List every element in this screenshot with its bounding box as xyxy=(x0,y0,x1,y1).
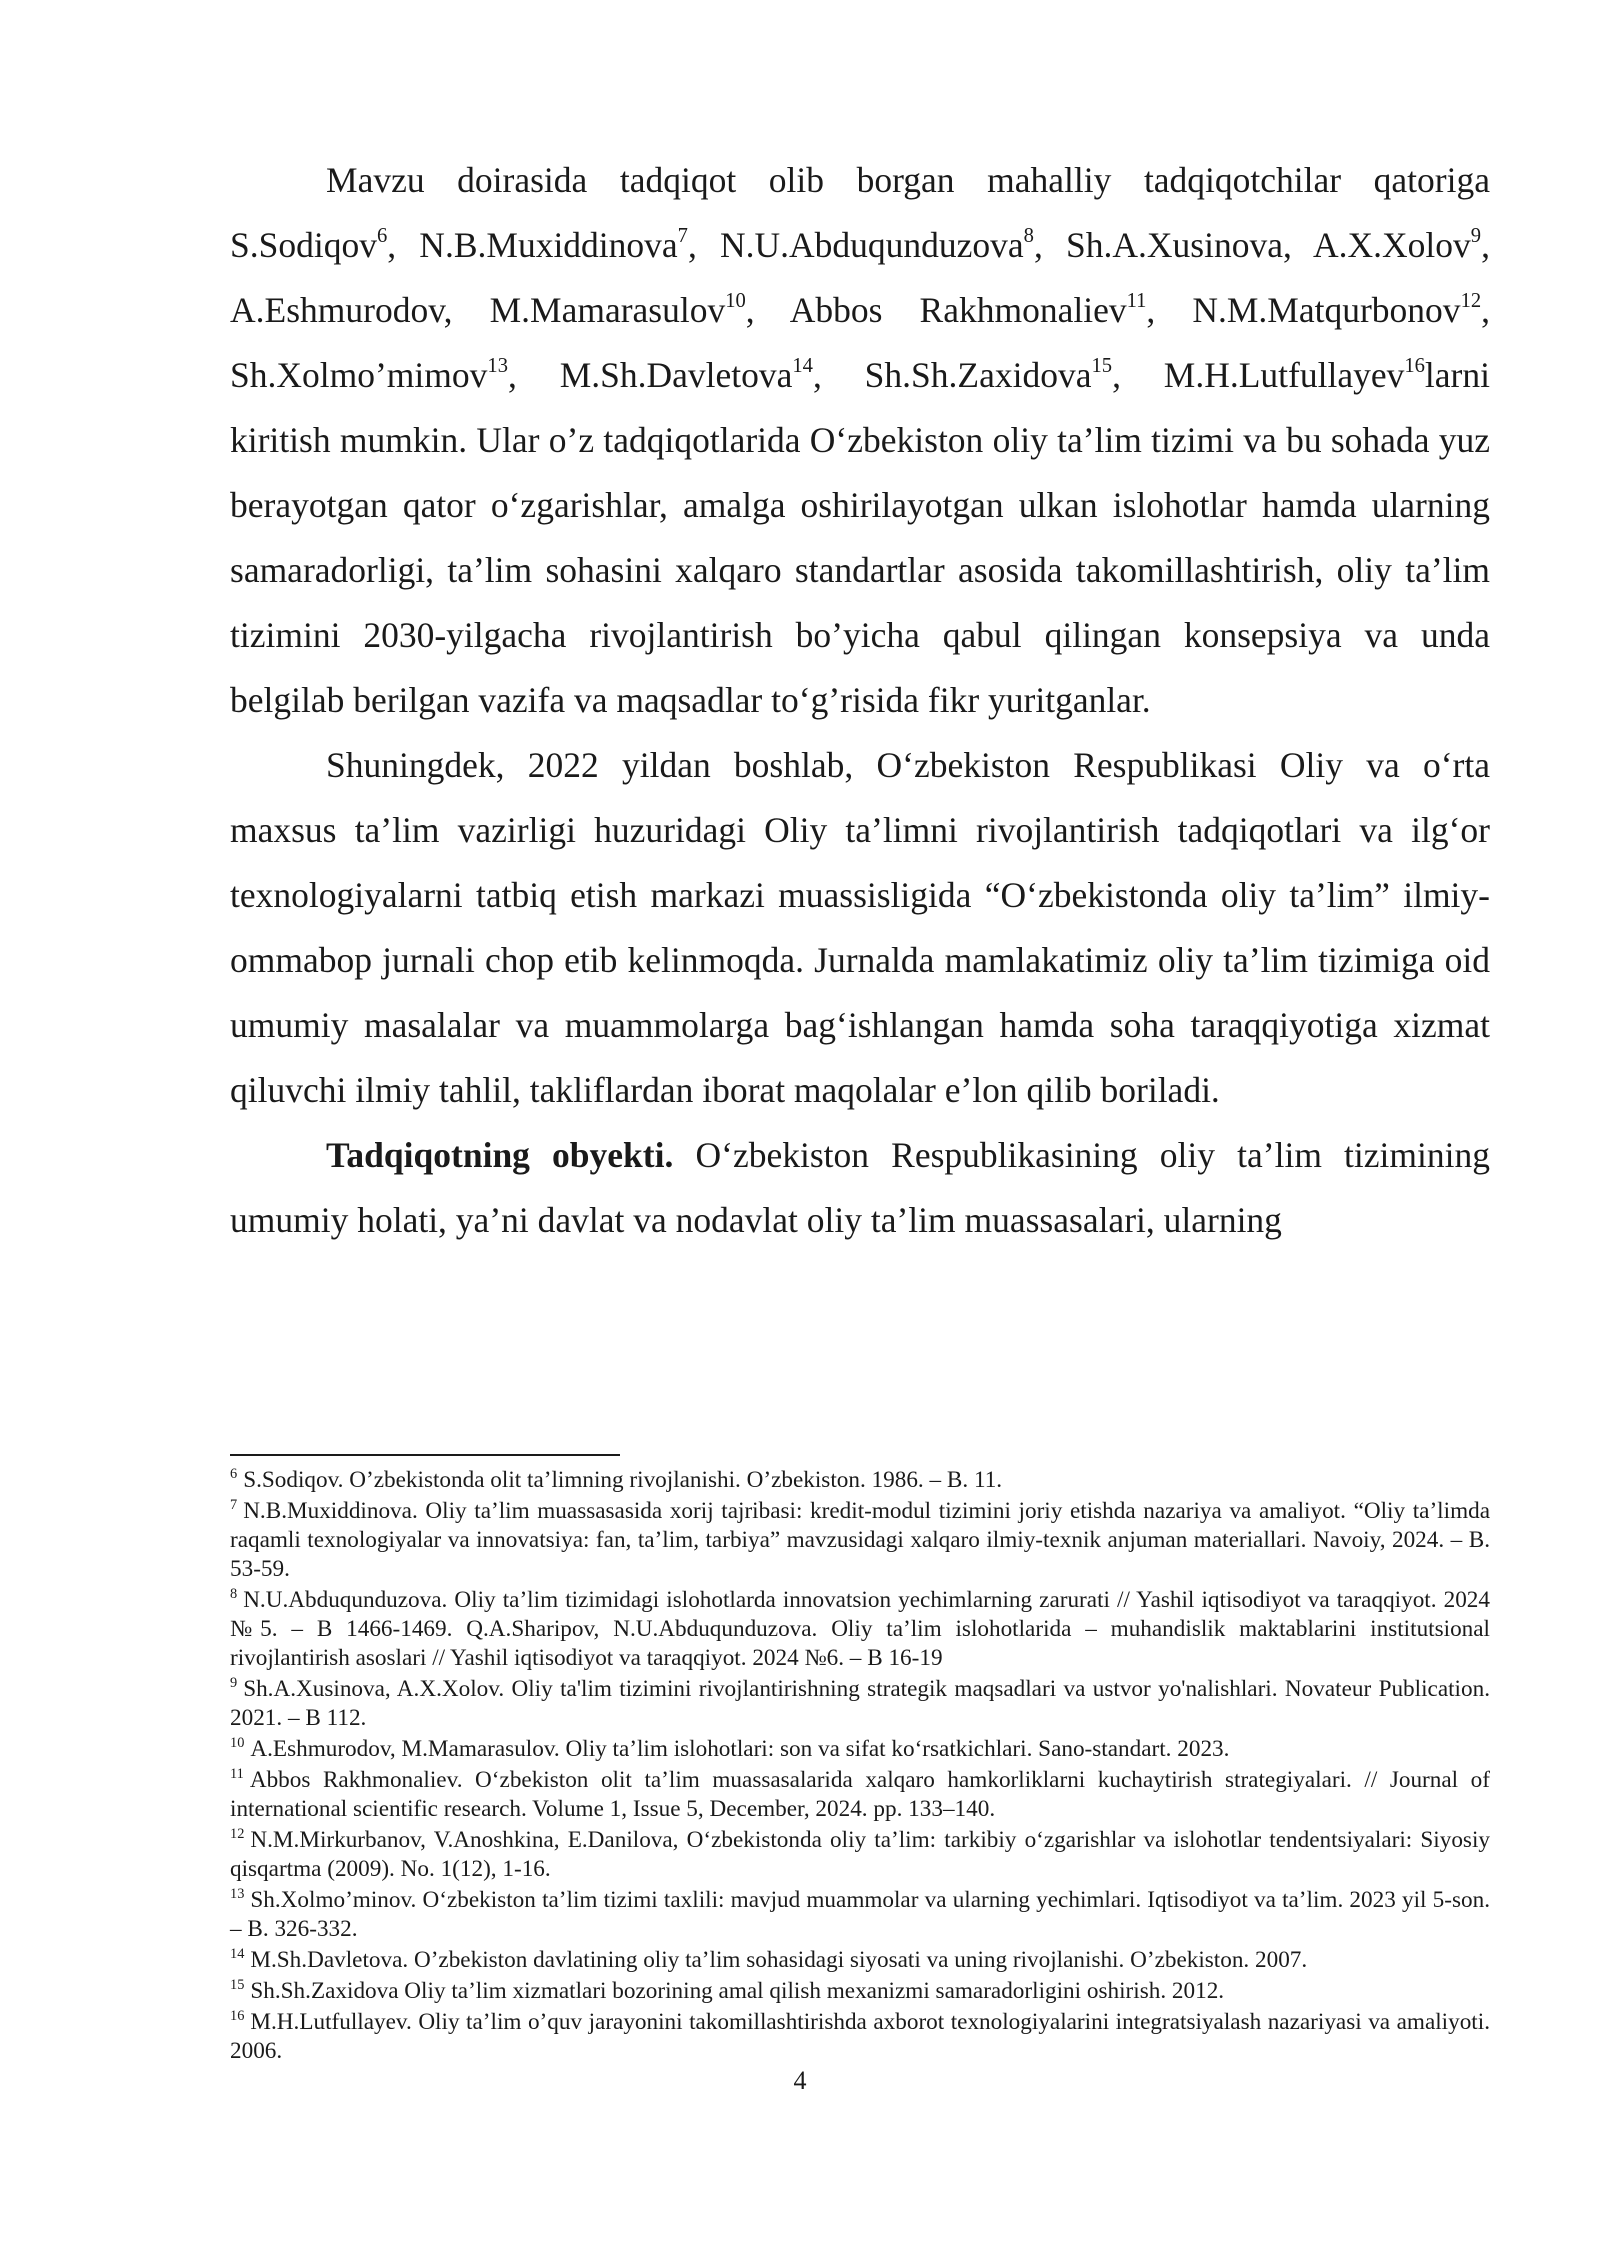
paragraph-researchers xyxy=(230,148,1490,733)
footnote-number: 9 xyxy=(230,1675,238,1692)
footnote-ref[interactable]: 12 xyxy=(1460,290,1482,313)
footnote-text: Sh.A.Xusinova, A.X.Xolov. Oliy ta'lim tizimini rivojlantirishning strategik maqsadlari va ustvor yo'nalishlari. Novateur Publication. 2021. – B 112. xyxy=(230,1676,1490,1731)
footnote-ref[interactable]: 14 xyxy=(792,355,813,378)
footnote-ref[interactable]: 8 xyxy=(1023,225,1034,248)
text-run: , Sh.Sh.Zaxidova xyxy=(812,355,1092,395)
footnote-item xyxy=(230,1675,1490,1733)
footnote-item xyxy=(230,1826,1490,1884)
paragraph-journal: Shuningdek, 2022 yildan boshlab, O‘zbekiston Respublikasi Oliy va o‘rta maxsus ta’lim vazirligi huzuridagi Oliy ta’limni rivojlantirish tadqiqotlari va ilg‘or texnologiyalarni tatbiq etish markazi muassisligida “O‘zbekistonda oliy ta’lim” ilmiy-ommabop jurnali chop etib kelinmoqda. Jurnalda mamlakatimiz oliy ta’lim tizimiga oid umumiy masalalar va muammolarga bag‘ishlangan hamda soha taraqqiyotiga xizmat qiluvchi ilmiy tahlil, takliflardan iborat maqolalar e’lon qilib boriladi. xyxy=(230,745,1490,1110)
footnote-number: 6 xyxy=(230,1466,238,1483)
footnote-item xyxy=(230,1586,1490,1673)
footnote-item xyxy=(230,1886,1490,1944)
footnote-item xyxy=(230,1497,1490,1584)
footnote-ref[interactable]: 16 xyxy=(1404,355,1425,378)
footnote-ref[interactable]: 13 xyxy=(487,355,508,378)
text-run: Mavzu doirasida tadqiqot olib borgan mahalliy tadqiqotchilar qatoriga S.Sodiqov xyxy=(230,160,1490,265)
text-run: , N.B.Muxiddinova xyxy=(387,225,678,265)
footnote-ref[interactable]: 9 xyxy=(1470,225,1482,248)
text-run: larni kiritish mumkin. Ular o’z tadqiqotlarida O‘zbekiston oliy ta’lim tizimi va bu sohada yuz berayotgan qator o‘zgarishlar, amalga oshirilayotgan ulkan islohotlar hamda ularning samaradorligi, ta’lim sohasini xalqaro standartlar asosida takomillashtirish, oliy ta’lim tizimini 2030-yilgacha rivojlantirish bo’yicha qabul qilingan konsepsiya va unda belgilab berilgan vazifa va maqsadlar to‘g’risida fikr yuritganlar. xyxy=(230,355,1490,720)
footnote-ref[interactable]: 11 xyxy=(1126,290,1147,313)
text-run: , A.Eshmurodov, M.Mamarasulov xyxy=(230,225,1490,330)
footnote-text: N.M.Mirkurbanov, V.Anoshkina, E.Danilova, O‘zbekistonda oliy ta’lim: tarkibiy o‘zgarishlar va islohotlar tendentsiyalari: Siyosiy qisqartma (2009). No. 1(12), 1-16. xyxy=(230,1827,1490,1882)
footnote-text: N.B.Muxiddinova. Oliy ta’lim muassasasida xorij tajribasi: kredit-modul tizimini joriy etishda nazariya va amaliyot. “Oliy ta’limda raqamli texnologiyalar va innovatsiya: fan, ta’lim, tarbiya” mavzusidagi xalqaro ilmiy-texnik anjuman materiallari. Navoiy, 2024. – B. 53-59. xyxy=(230,1498,1490,1582)
text-run: , M.H.Lutfullayev xyxy=(1112,355,1405,395)
footnote-number: 7 xyxy=(230,1497,238,1514)
footnote-item xyxy=(230,1466,1490,1495)
footnote-ref[interactable]: 7 xyxy=(677,225,688,248)
footnote-text: S.Sodiqov. O’zbekistonda olit ta’limning rivojlanishi. O’zbekiston. 1986. – B. 11. xyxy=(243,1467,1003,1493)
footnote-separator xyxy=(230,1454,620,1456)
footnote-number: 16 xyxy=(230,2008,245,2025)
text-run: , N.M.Matqurbonov xyxy=(1146,290,1461,330)
text-run: , Abbos Rakhmonaliev xyxy=(745,290,1127,330)
paragraph-research-object xyxy=(230,1123,1490,1253)
section-heading-inline: Tadqiqotning obyekti. xyxy=(326,1135,674,1175)
footnote-text: N.U.Abduqunduzova. Oliy ta’lim tizimidagi islohotlarda innovatsion yechimlarning zarurati // Yashil iqtisodiyot va taraqqiyot. 2024 №5. – B 1466-1469. Q.A.Sharipov, N.U.Abduqunduzova. Oliy ta’lim islohotlarida – muhandislik maktablarini institutsional rivojlantirish asoslari // Yashil iqtisodiyot va taraqqiyot. 2024 №6. – B 16-19 xyxy=(230,1587,1490,1671)
footnote-item xyxy=(230,1766,1490,1824)
main-text xyxy=(230,148,1490,1253)
footnote-ref[interactable]: 10 xyxy=(725,290,746,313)
footnote-number: 8 xyxy=(230,1586,238,1603)
footnote-number: 10 xyxy=(230,1735,245,1752)
text-run: , Sh.A.Xusinova, A.X.Xolov xyxy=(1033,225,1471,265)
footnote-number: 11 xyxy=(230,1766,244,1783)
footnote-item xyxy=(230,1977,1490,2006)
text-run: , N.U.Abduqunduzova xyxy=(687,225,1024,265)
footnote-number: 13 xyxy=(230,1886,245,1903)
text-run: , Sh.Xolmo’mimov xyxy=(230,290,1491,395)
footnote-item xyxy=(230,1735,1490,1764)
footnote-text: Sh.Xolmo’minov. O‘zbekiston ta’lim tizimi taxlili: mavjud muammolar va ularning yechimlari. Iqtisodiyot va ta’lim. 2023 yil 5-son. – B. 326-332. xyxy=(230,1887,1490,1942)
footnote-item xyxy=(230,1946,1490,1975)
text-run: O‘zbekiston Respublikasining oliy ta’lim tizimining umumiy holati, ya’ni davlat va nodavlat oliy ta’lim muassasalari, ularning xyxy=(230,1135,1490,1240)
footnote-text: A.Eshmurodov, M.Mamarasulov. Oliy ta’lim islohotlari: son va sifat ko‘rsatkichlari. Sano-standart. 2023. xyxy=(250,1736,1230,1762)
footnote-number: 14 xyxy=(230,1946,245,1963)
footnote-number: 12 xyxy=(230,1826,245,1843)
footnote-text: M.Sh.Davletova. O’zbekiston davlatining oliy ta’lim sohasidagi siyosati va uning rivojlanishi. O’zbekiston. 2007. xyxy=(250,1947,1308,1973)
footnote-ref[interactable]: 15 xyxy=(1091,355,1113,378)
footnote-text: Sh.Sh.Zaxidova Oliy ta’lim xizmatlari bozorining amal qilish mexanizmi samaradorligini oshirish. 2012. xyxy=(250,1978,1225,2004)
page-number: 4 xyxy=(793,2066,807,2095)
footnote-number: 15 xyxy=(230,1977,245,1994)
footnotes xyxy=(230,1466,1490,2068)
footnote-item xyxy=(230,2008,1490,2066)
footnote-text: M.H.Lutfullayev. Oliy ta’lim o’quv jarayonini takomillashtirishda axborot texnologiyalarini integratsiyalash nazariyasi va amaliyoti. 2006. xyxy=(230,2009,1490,2064)
text-run: , M.Sh.Davletova xyxy=(507,355,793,395)
footnote-ref[interactable]: 6 xyxy=(376,225,388,248)
footnote-text: Abbos Rakhmonaliev. O‘zbekiston olit ta’lim muassasalarida xalqaro hamkorliklarni kuchaytirish strategiyalari. // Journal of international scientific research. Volume 1, Issue 5, December, 2024. pp. 133–140. xyxy=(230,1767,1490,1822)
